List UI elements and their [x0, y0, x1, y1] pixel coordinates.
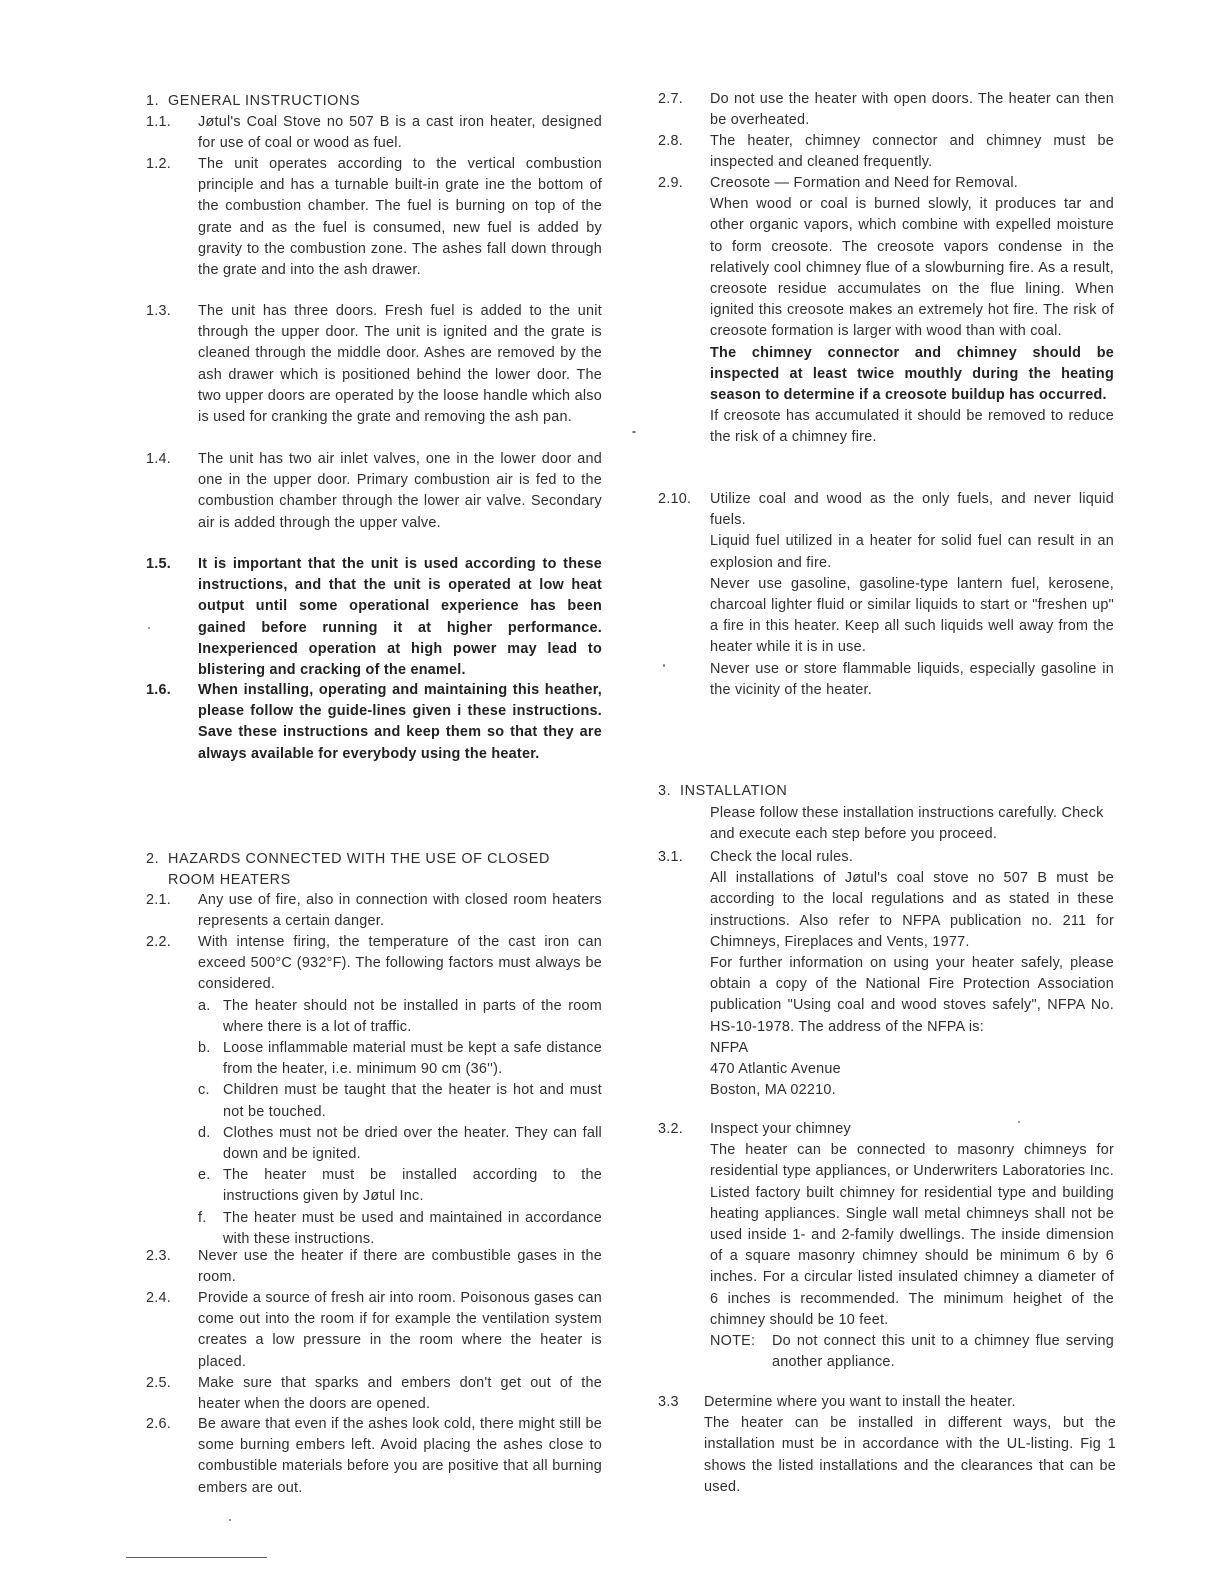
item-text-2: For further information on using your heater safely, please obtain a copy of the National Fire Protection Association publication "Using coal and wood stoves safely", NFPA No. HS-10-1978. The address of the NFPA is:	[710, 955, 1114, 1035]
nfpa-address: NFPA 470 Atlantic Avenue Boston, MA 02210.	[710, 1039, 841, 1099]
item-number: 2.1.	[146, 892, 172, 908]
scan-speck	[148, 627, 150, 629]
item-number: 2.3.	[146, 1248, 172, 1264]
item-number: 2.10.	[658, 491, 692, 507]
item-number: 2.8.	[658, 133, 684, 149]
item-text: The heater can be connected to masonry chimneys for residential type appliances, or Underwriters Laboratories Inc. Listed factory built chimney for residential type and building heating appliances. Single wall metal chimneys shall not be used inside 1- and 2-family dwellings. The inside dimension of a square masonry chimney should be minimum 6 by 6 inches. For a circular listed insulated chimney a diameter of 6 inches is recommended. The minimum heighet of the chimney should be 10 feet.	[710, 1142, 1114, 1328]
item-number: 1.1.	[146, 114, 172, 130]
item-heading: Check the local rules.	[710, 849, 854, 865]
item-2-7	[654, 89, 1124, 131]
scan-speck	[1018, 1121, 1020, 1123]
item-number: 2.2.	[146, 934, 172, 950]
item-text-2: Liquid fuel utilized in a heater for solid fuel can result in an explosion and fire.	[710, 533, 1114, 571]
item-heading: Creosote — Formation and Need for Removal.	[710, 175, 1019, 191]
item-number: 1.3.	[146, 303, 172, 319]
item-2-1	[142, 890, 612, 932]
item-number: 1.5.	[146, 556, 172, 572]
item-text: The heater, chimney connector and chimney must be inspected and cleaned frequently.	[710, 133, 1114, 171]
item-number: 1.2.	[146, 156, 172, 172]
note-label: NOTE:	[710, 1333, 756, 1350]
note	[710, 1331, 1114, 1373]
scan-speck	[632, 431, 636, 433]
item-text: The heater can be installed in different ways, but the installation must be in accordance with the UL-listing. Fig 1 shows the listed installations and the clearances that can be used.	[704, 1415, 1116, 1495]
item-2-10	[654, 489, 1124, 701]
item-text: When installing, operating and maintaining this heather, please follow the guide-lines given i these instructions. Save these instructions and keep them so that they are always available for everybody using the heater.	[198, 682, 602, 762]
item-2-9	[654, 173, 1124, 449]
item-number: 1.4.	[146, 451, 172, 467]
item-number: 2.7.	[658, 91, 684, 107]
item-1-3	[142, 301, 612, 428]
bottom-rule	[126, 1557, 267, 1558]
section-3-heading: 3. INSTALLATION	[658, 783, 788, 799]
item-heading: Inspect your chimney	[710, 1121, 851, 1137]
item-2-4	[142, 1288, 612, 1373]
sub-item-e: e. The heater must be installed according to the instructions given by Jøtul Inc.	[198, 1167, 602, 1205]
scan-speck	[663, 664, 665, 667]
item-1-4	[142, 449, 612, 534]
item-text: The unit operates according to the vertical combustion principle and has a turnable built-in grate ine the bottom of the combustion chamber. The fuel is burning on top of the grate and as the fuel is consumed, new fuel is added by gravity to the combustion zone. The ashes fall down through the grate and into the ash drawer.	[198, 156, 602, 279]
item-number: 3.1.	[658, 849, 684, 865]
item-text-after: If creosote has accumulated it should be removed to reduce the risk of a chimney fire.	[710, 408, 1114, 446]
item-text: Make sure that sparks and embers don't get out of the heater when the doors are opened.	[198, 1375, 602, 1413]
item-text: Never use the heater if there are combustible gases in the room.	[198, 1248, 602, 1286]
item-text-3: Never use gasoline, gasoline-type lantern fuel, kerosene, charcoal lighter fluid or similar liquids to start or "freshen up" a fire in this heater. Keep all such liquids well away from the heater while it is in use.	[710, 575, 1114, 656]
sub-item-c: c. Children must be taught that the heater is hot and must not be touched.	[198, 1082, 602, 1120]
item-1-2	[142, 154, 612, 281]
item-text: With intense firing, the temperature of the cast iron can exceed 500°C (932°F). The following factors must always be considered.	[198, 934, 602, 993]
item-text: Utilize coal and wood as the only fuels, and never liquid fuels.	[710, 491, 1114, 529]
item-text: Jøtul's Coal Stove no 507 B is a cast iron heater, designed for use of coal or wood as fuel.	[198, 114, 602, 152]
section-3-intro: Please follow these installation instructions carefully. Check and execute each step before you proceed.	[710, 805, 1104, 843]
sub-item-b: b. Loose inflammable material must be kept a safe distance from the heater, i.e. minimum 90 cm (36'').	[198, 1040, 602, 1078]
item-2-6	[142, 1414, 612, 1499]
sub-item-f: f. The heater must be used and maintained in accordance with these instructions.	[198, 1209, 602, 1247]
item-heading: Determine where you want to install the heater.	[704, 1394, 1016, 1410]
section-2-heading: 2. HAZARDS CONNECTED WITH THE USE OF CLOSED ROOM HEATERS	[146, 851, 550, 888]
item-1-6	[142, 680, 612, 765]
item-number: 1.6.	[146, 682, 172, 698]
item-number: 3.2.	[658, 1121, 684, 1137]
item-number: 2.5.	[146, 1375, 172, 1391]
item-2-5	[142, 1373, 612, 1415]
sub-item-d: d. Clothes must not be dried over the heater. They can fall down and be ignited.	[198, 1124, 602, 1163]
item-1-5	[142, 554, 612, 681]
item-number: 2.6.	[146, 1416, 172, 1432]
scan-speck	[229, 1519, 231, 1521]
item-text: Any use of fire, also in connection with closed room heaters represents a certain danger.	[198, 892, 602, 930]
section-1-heading: 1. GENERAL INSTRUCTIONS	[146, 93, 361, 109]
sub-item-a: a. The heater should not be installed in parts of the room where there is a lot of traffic.	[198, 997, 602, 1035]
item-1-1	[142, 112, 612, 154]
item-text: The unit has three doors. Fresh fuel is added to the unit through the upper door. The unit is ignited and the grate is cleaned through the middle door. Ashes are removed by the ash drawer which is positioned behind the lower door. The two upper doors are operated by the loose handle which also is used for cranking the grate and removing the ash pan.	[198, 303, 602, 426]
item-3-3	[654, 1392, 1124, 1498]
item-number: 3.3	[658, 1394, 679, 1410]
item-3-2	[654, 1119, 1124, 1373]
item-2-2	[142, 932, 612, 1250]
item-number: 2.4.	[146, 1290, 172, 1306]
item-3-1	[654, 847, 1124, 1101]
item-text-4: Never use or store flammable liquids, especially gasoline in the vicinity of the heater.	[710, 660, 1114, 698]
note-text: Do not connect this unit to a chimney flue serving another appliance.	[772, 1333, 1114, 1371]
item-text: Be aware that even if the ashes look cold, there might still be some burning embers left. Avoid placing the ashes close to combustible materials before you are positive that all burning embers are out.	[198, 1416, 602, 1496]
item-text: When wood or coal is burned slowly, it produces tar and other organic vapors, which combine with expelled moisture to form creosote. The creosote vapors condense in the relatively cool chimney flue of a slowburning fire. As a result, creosote residue accumulates on the flue lining. When ignited this creosote makes an extremely hot fire. The risk of creosote formation is larger with wood than with coal.	[710, 196, 1114, 340]
item-text: Provide a source of fresh air into room. Poisonous gases can come out into the room if for example the ventilation system creates a low pressure in the room where the heater is placed.	[198, 1290, 602, 1370]
item-2-8	[654, 131, 1124, 173]
item-text: Do not use the heater with open doors. The heater can then be overheated.	[710, 91, 1114, 129]
item-text: It is important that the unit is used according to these instructions, and that the unit is operated at low heat output until some operational experience has been gained before running it at higher performance. Inexperienced operation at high power may lead to blistering and cracking of the enamel.	[198, 556, 602, 679]
item-number: 2.9.	[658, 175, 684, 191]
warning-text: The chimney connector and chimney should be inspected at least twice mouthly during the heating season to determine if a creosote buildup has occurred.	[710, 344, 1114, 404]
item-2-3	[142, 1246, 612, 1288]
item-text: All installations of Jøtul's coal stove no 507 B must be according to the local regulations and as stated in these instructions. Also refer to NFPA publication no. 211 for Chimneys, Fireplaces and Vents, 1977.	[710, 870, 1114, 950]
item-text: The unit has two air inlet valves, one in the lower door and one in the upper door. Primary combustion air is fed to the combustion chamber through the lower air valve. Secondary air is added through the upper valve.	[198, 451, 602, 531]
